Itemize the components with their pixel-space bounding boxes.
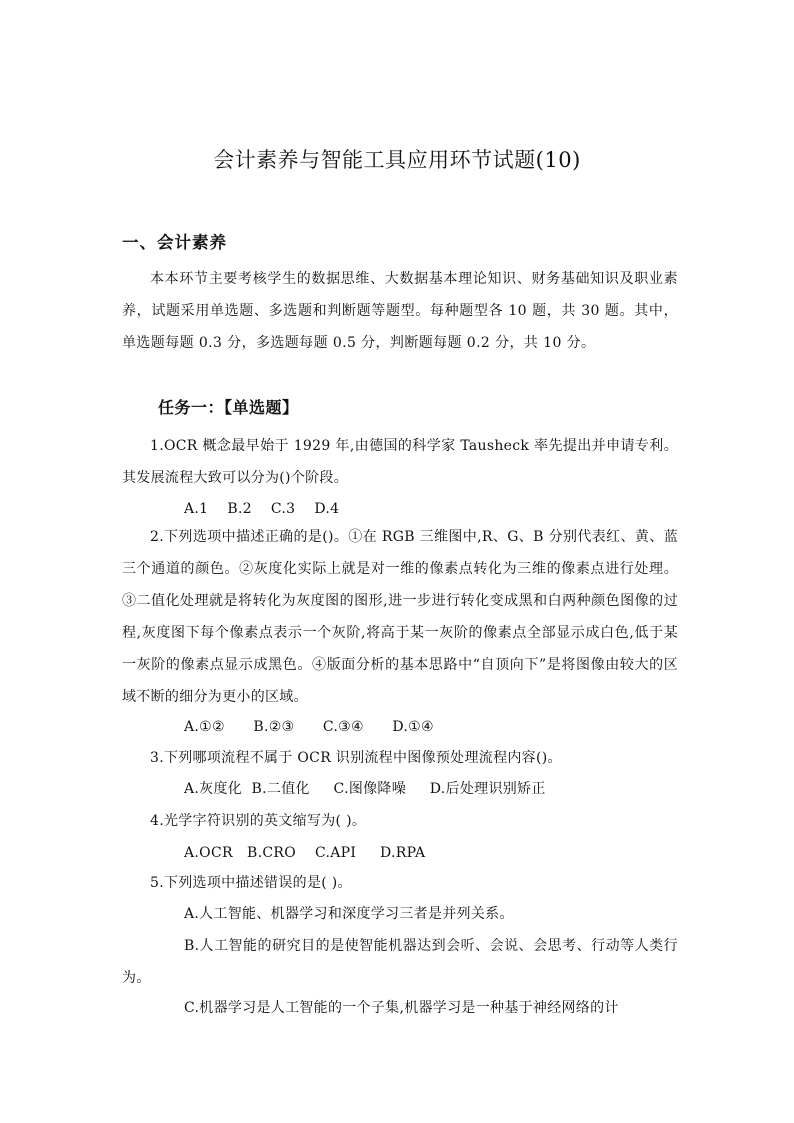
question-3: 3.下列哪项流程不属于 OCR 识别流程中图像预处理流程内容()。 (150, 750, 562, 766)
question-2-options: A.①② B.②③ C.③④ D.①④ (184, 719, 434, 735)
section-heading: 一、会计素养 (122, 233, 227, 252)
question-3-options: A.灰度化 B.二值化 C.图像降噪 D.后处理识别矫正 (184, 781, 546, 797)
question-1: 1.OCR 概念最早始于 1929 年,由德国的科学家 Tausheck 率先提出并申请专利。其发展流程大致可以分为()个阶段。 (122, 438, 678, 486)
task-heading: 任务一：【单选题】 (158, 398, 299, 417)
question-2: 2.下列选项中描述正确的是()。①在 RGB 三维图中,R、G、B 分别代表红、黄、蓝三个通道的颜色。②灰度化实际上就是对一维的像素点转化为三维的像素点进行处理。③二值化处理就是将转化为灰度图的图形,进一步进行转化变成黑和白两种颜色图像的过程,灰度图下每个像素点表示一个灰阶,将高于某一灰阶的像素点全部显示成白色,低于某一灰阶的像素点显示成黑色。④版面分析的基本思路中“自顶向下”是将图像由较大的区域不断的细分为更小的区域。 (122, 529, 678, 705)
question-4: 4.光学字符识别的英文缩写为( )。 (150, 813, 367, 829)
intro-paragraph: 本本环节主要考核学生的数据思维、大数据基本理论知识、财务基础知识及职业素养，试题采用单选题、多选题和判断题等题型。每种题型各 10 题，共 30 题。其中，单选题每题 0.3 分，多选题每题 0.5 分，判断题每题 0.2 分，共 10 分。 (122, 271, 678, 351)
question-4-options: A.OCR B.CRO C.API D.RPA (184, 845, 426, 861)
question-5: 5.下列选项中描述错误的是( )。 (150, 875, 352, 891)
question-5-option-c: C.机器学习是人工智能的一个子集,机器学习是一种基于神经网络的计 (184, 1000, 619, 1016)
question-5-option-a: A.人工智能、机器学习和深度学习三者是并列关系。 (184, 906, 514, 922)
question-5-option-b: B.人工智能的研究目的是使智能机器达到会听、会说、会思考、行动等人类行为。 (122, 938, 678, 986)
document-title: 会计素养与智能工具应用环节试题(10) (213, 148, 581, 172)
question-1-options: A.1 B.2 C.3 D.4 (184, 501, 340, 517)
